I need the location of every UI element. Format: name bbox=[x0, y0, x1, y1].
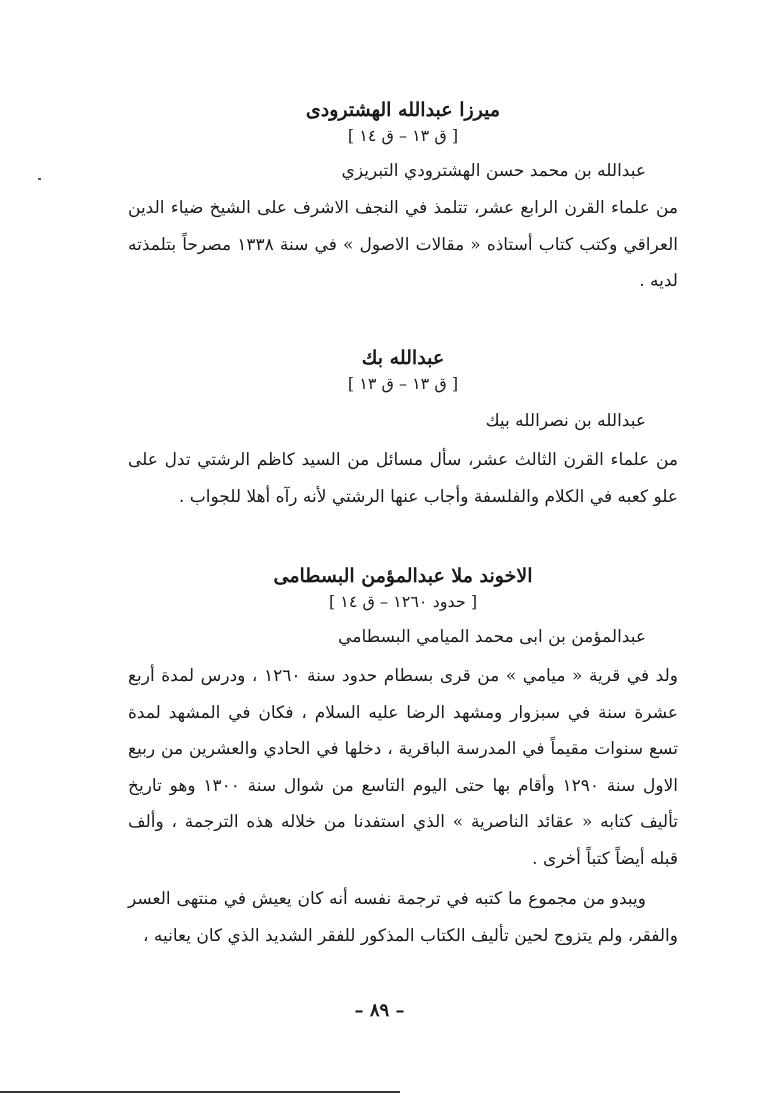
entry-full-name: عبدالمؤمن بن ابی محمد الميامي البسطامي bbox=[338, 627, 646, 647]
scan-speck bbox=[38, 178, 41, 180]
entry-paragraph: من علماء القرن الرابع عشر، تتلمذ في النجف الاشرف على الشيخ ضياء الدين العراقي وكتب كتاب أستاذه « مقالات الاصول » في سنة ١٣٣٨ مصرحاً بتلمذته لديه . bbox=[128, 198, 678, 291]
entry-paragraph: ولد في قرية « ميامي » من قرى بسطام حدود سنة ١٢٦٠ ، ودرس لمدة أربع عشرة سنة في سبزوار ومشهد الرضا عليه السلام ، فكان في المشهد لمدة تسع سنوات مقيماً في المدرسة الباقرية ، دخلها في الحادي والعشرين من ربيع الاول سنة ١٢٩٠ وأقام بها حتى اليوم التاسع من شوال سنة ١٣٠٠ وهو تاريخ تأليف كتابه « عقائد الناصرية » الذي استفدنا من خلاله هذه الترجمة ، وألف قبله أيضاً كتباً أخرى . bbox=[128, 666, 679, 869]
entry-paragraph: من علماء القرن الثالث عشر، سأل مسائل من السيد كاظم الرشتي تدل على علو كعبه في الكلام والفلسفة وأجاب عنها الرشتي لأنه رآه أهلا للجواب . bbox=[128, 450, 678, 507]
footer-rule bbox=[0, 1091, 400, 1093]
entry-dates: [ ق ١٣ – ق ١٤ ] bbox=[347, 126, 459, 145]
entry-bastami bbox=[128, 562, 678, 954]
entry-title: الاخوند ملا عبدالمؤمن البسطامی bbox=[273, 565, 533, 587]
entry-title: ميرزا عبدالله الهشترودی bbox=[305, 99, 501, 121]
entry-title: عبدالله بك bbox=[361, 347, 445, 369]
entry-hashtroudi bbox=[128, 96, 678, 300]
page-number: – ٨٩ – bbox=[354, 1000, 405, 1021]
entry-paragraph: ويبدو من مجموع ما كتبه في ترجمة نفسه أنه كان يعيش في منتهى العسر والفقر، ولم يتزوج لحين تأليف الكتاب المذكور للفقر الشديد الذي كان يعانيه ، bbox=[128, 889, 678, 946]
entry-full-name: عبدالله بن نصرالله بيك bbox=[485, 411, 646, 431]
entry-dates: [ ق ١٣ – ق ١٣ ] bbox=[347, 374, 459, 393]
entry-abdullah-bek bbox=[128, 344, 678, 515]
entry-full-name: عبدالله بن محمد حسن الهشترودي التبريزي bbox=[341, 161, 646, 181]
entry-dates: [ حدود ١٢٦٠ – ق ١٤ ] bbox=[328, 592, 478, 611]
